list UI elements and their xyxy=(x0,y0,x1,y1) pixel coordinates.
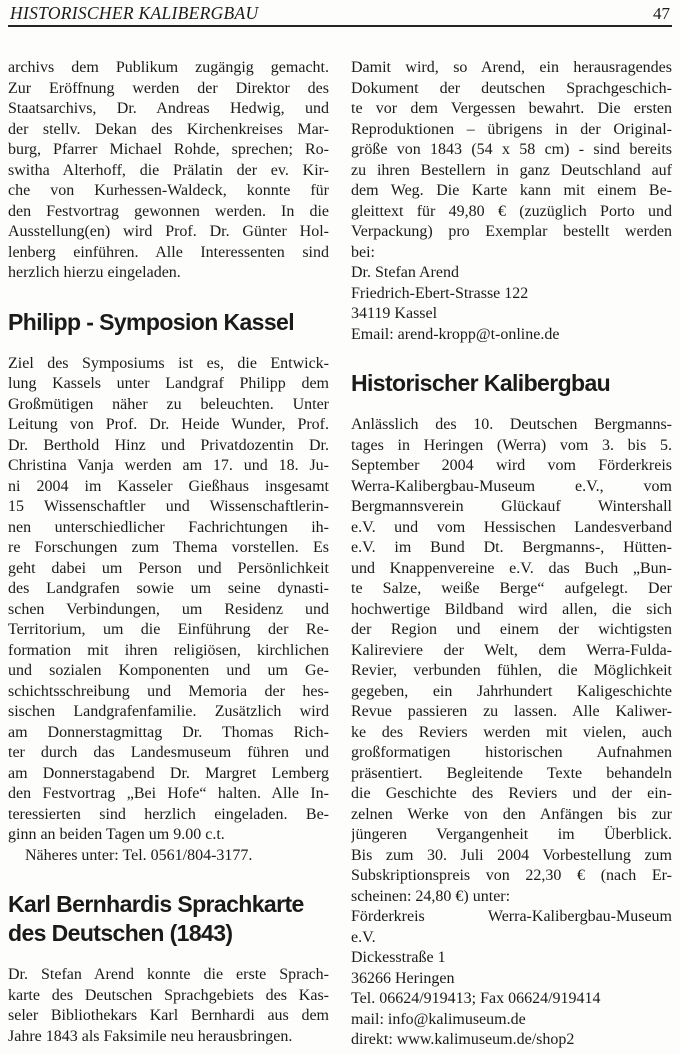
text-line: der Region und einem der wichtigsten xyxy=(351,621,672,638)
page-header xyxy=(8,4,672,27)
text-line: Dr. Stefan Arend xyxy=(351,264,459,281)
text-line: September 2004 wird vom Förderkreis xyxy=(351,457,672,474)
text-line: dem Weg. Die Karte kann mit einem Be- xyxy=(351,182,672,199)
text-line: Revue passieren zu lassen. Alle Kaliwer- xyxy=(351,703,672,720)
text-line: am Donnerstagabend Dr. Margret Lemberg xyxy=(8,764,329,782)
contact-note-symposion xyxy=(8,846,329,867)
text-line: lung Kassels unter Landgraf Philipp dem xyxy=(8,375,329,392)
paragraph-sprachkarte-continued xyxy=(351,58,672,263)
text-line: gleittext für 49,80 € (zuzüglich Porto und xyxy=(351,202,672,220)
text-line: den Festvortrag gewonnen werden. In die xyxy=(8,202,329,220)
text-line: Friedrich-Ebert-Strasse 122 xyxy=(351,284,529,302)
text-line: gegeben, ein Jahrhundert Kaligeschichte xyxy=(351,682,672,700)
text-line: Großmütigen näher zu beleuchten. Unter xyxy=(8,395,329,413)
text-line: seler Bibliothekars Karl Bernhardi aus dem xyxy=(8,1007,329,1024)
text-line: Leitung von Prof. Dr. Heide Wunder, Prof. xyxy=(8,416,329,433)
text-line: und sozialen Komponenten und um Ge- xyxy=(8,662,329,679)
text-line: ginn an beiden Tagen um 9.00 c.t. xyxy=(8,826,225,843)
text-line: 36266 Heringen xyxy=(351,969,455,987)
text-line: scheinen: 24,80 €) unter: xyxy=(351,887,511,905)
text-line: mail: info@kalimuseum.de xyxy=(351,1010,526,1028)
text-line: archivs dem Publikum zugängig gemacht. xyxy=(8,59,329,76)
text-line: Staatsarchivs, Dr. Andreas Hedwig, und xyxy=(8,100,329,117)
text-line: präsentiert. Begleitende Texte behandeln xyxy=(351,764,672,782)
text-line: Dr. Stefan Arend konnte die erste Sprach- xyxy=(8,966,329,983)
text-line: ni 2004 im Kasseler Gießhaus insgesamt xyxy=(8,477,329,495)
right-column xyxy=(351,58,672,1051)
text-line: Email: arend-kropp@t-online.de xyxy=(351,325,560,343)
text-line: geht dabei um Person und Persönlichkeit xyxy=(8,559,329,577)
text-line: switha Alterhoff, die Prälatin der ev. Kir- xyxy=(8,161,329,179)
text-line: bei: xyxy=(351,243,375,261)
text-line: Bergmannsverein Glückauf Wintershall xyxy=(351,498,672,515)
text-line: den Festvortrag „Bei Hofe“ halten. Alle In- xyxy=(8,785,329,802)
text-line: e.V. im Bund Dt. Bergmanns-, Hütten- xyxy=(351,539,672,556)
text-line: Damit wird, so Arend, ein herausragendes xyxy=(351,59,672,76)
continued-paragraph-exhibition xyxy=(8,58,329,284)
text-line: Christina Vanja werden am 17. und 18. Ju- xyxy=(8,457,329,474)
text-line: zu ihren Bestellern in ganz Deutschland auf xyxy=(351,161,672,179)
page-number: 47 xyxy=(653,4,670,23)
text-line: Revier, verbunden fühlen, die Möglichkeit xyxy=(351,662,672,679)
text-line: 15 Wissenschaftler und Wissenschaftlerin- xyxy=(8,498,329,515)
text-line: zelnen Werke von den Anfängen bis zur xyxy=(351,805,672,823)
text-line: Ziel des Symposiums ist es, die Entwick- xyxy=(8,354,329,372)
text-line: Dokument der deutschen Sprachgeschich- xyxy=(351,79,672,97)
text-line: Dr. Berthold Hinz und Privatdozentin Dr. xyxy=(8,436,329,454)
text-line: größe von 1843 (54 x 58 cm) - sind bereits xyxy=(351,141,672,158)
text-line: am Donnerstagmittag Dr. Thomas Rich- xyxy=(8,723,329,741)
address-arend xyxy=(351,263,672,345)
text-line: Verpackung) pro Exemplar bestellt werden xyxy=(351,223,672,240)
text-line: schichtsschreibung und Memoria der hes- xyxy=(8,682,329,700)
text-line: Dickesstraße 1 xyxy=(351,949,446,966)
text-line: Werra-Kalibergbau-Museum e.V., vom xyxy=(351,477,672,495)
text-line: die Geschichte des Reviers und der ein- xyxy=(351,785,672,802)
address-museum xyxy=(351,948,672,1051)
text-line: Jahre 1843 als Faksimile neu herausbringen. xyxy=(8,1027,293,1045)
text-line: Territorium, um die Einführung der Re- xyxy=(8,621,329,638)
text-line: Subskriptionspreis von 22,30 € (nach Er- xyxy=(351,867,672,884)
text-line: che von Kurhessen-Waldeck, konnte für xyxy=(8,182,329,199)
heading-line: Karl Bernhardis Sprachkarte xyxy=(8,891,304,917)
text-line: der stellv. Dekan des Kirchenkreises Mar- xyxy=(8,120,329,138)
text-line: te vor dem Vergessen bewahrt. Die ersten xyxy=(351,100,672,117)
paragraph-sprachkarte xyxy=(8,965,329,1047)
text-line: sischen Landgrafenfamilie. Zusätzlich wird xyxy=(8,703,329,720)
text-line: teressierten sind herzlich eingeladen. Be- xyxy=(8,805,329,823)
heading-philipp-symposion-kassel xyxy=(8,308,329,337)
heading-line: Historischer Kalibergbau xyxy=(351,370,611,396)
text-line: und Knappenvereine e.V. das Buch „Bun- xyxy=(351,559,672,577)
text-line: nen unterschiedlicher Fachrichtungen ih- xyxy=(8,518,329,536)
text-line: e.V. und vom Hessischen Landesverband xyxy=(351,518,672,536)
museum-name xyxy=(351,907,672,948)
text-line: Näheres unter: Tel. 0561/804-3177. xyxy=(25,846,253,864)
heading-historischer-kalibergbau xyxy=(351,369,672,398)
text-line: Anlässlich des 10. Deutschen Bergmanns- xyxy=(351,416,672,433)
text-line: hochwertige Bildband wird allen, die sich xyxy=(351,600,672,618)
text-line: e.V. xyxy=(351,928,376,946)
running-header-title: HISTORISCHER KALIBERGBAU xyxy=(10,3,259,23)
text-line: Bis zum 30. Juli 2004 Vorbestellung zum xyxy=(351,846,672,864)
heading-line: des Deutschen (1843) xyxy=(8,920,233,946)
text-line: Tel. 06624/919413; Fax 06624/919414 xyxy=(351,990,601,1007)
text-line: großformatigen historischen Aufnahmen xyxy=(351,744,672,761)
text-line: ke des Reviers werden mit vielen, auch xyxy=(351,723,672,741)
left-column xyxy=(8,58,329,1051)
heading-line: Philipp - Symposion Kassel xyxy=(8,308,295,335)
text-line: Kalireviere der Welt, dem Werra-Fulda- xyxy=(351,641,672,659)
text-line: te Salze, weiße Berge“ aufgelegt. Der xyxy=(351,580,672,597)
text-line: karte des Deutschen Sprachgebiets des Kas- xyxy=(8,986,329,1004)
text-line: direkt: www.kalimuseum.de/shop2 xyxy=(351,1031,575,1048)
text-line: lenberg einführen. Alle Interessenten sind xyxy=(8,243,329,261)
text-line: Förderkreis Werra-Kalibergbau-Museum xyxy=(351,908,672,925)
text-line: schen Verbindungen, um Residenz und xyxy=(8,600,329,618)
text-line: jüngeren Vergangenheit im Überblick. xyxy=(351,826,672,843)
two-column-layout xyxy=(8,58,672,1051)
text-line: tages in Heringen (Werra) vom 3. bis 5. xyxy=(351,436,672,454)
paragraph-kalibergbau xyxy=(351,415,672,907)
text-line: Reproduktionen – übrigens in der Original- xyxy=(351,120,672,138)
paragraph-symposion xyxy=(8,354,329,846)
text-line: 34119 Kassel xyxy=(351,305,438,322)
text-line: Ausstellung(en) wird Prof. Dr. Günter Hol- xyxy=(8,223,329,240)
text-line: formation mit ihren religiösen, kirchlichen xyxy=(8,641,329,659)
text-line: Zur Eröffnung werden der Direktor des xyxy=(8,79,329,97)
text-line: des Landgrafen sowie um seine dynasti- xyxy=(8,580,329,597)
text-line: re Forschungen zum Thema vorstellen. Es xyxy=(8,539,329,556)
text-line: ter durch das Landesmuseum führen und xyxy=(8,744,329,761)
heading-sprachkarte xyxy=(8,890,329,948)
text-line: herzlich hierzu eingeladen. xyxy=(8,264,181,281)
text-line: burg, Pfarrer Michael Rohde, sprechen; Ro- xyxy=(8,141,329,158)
